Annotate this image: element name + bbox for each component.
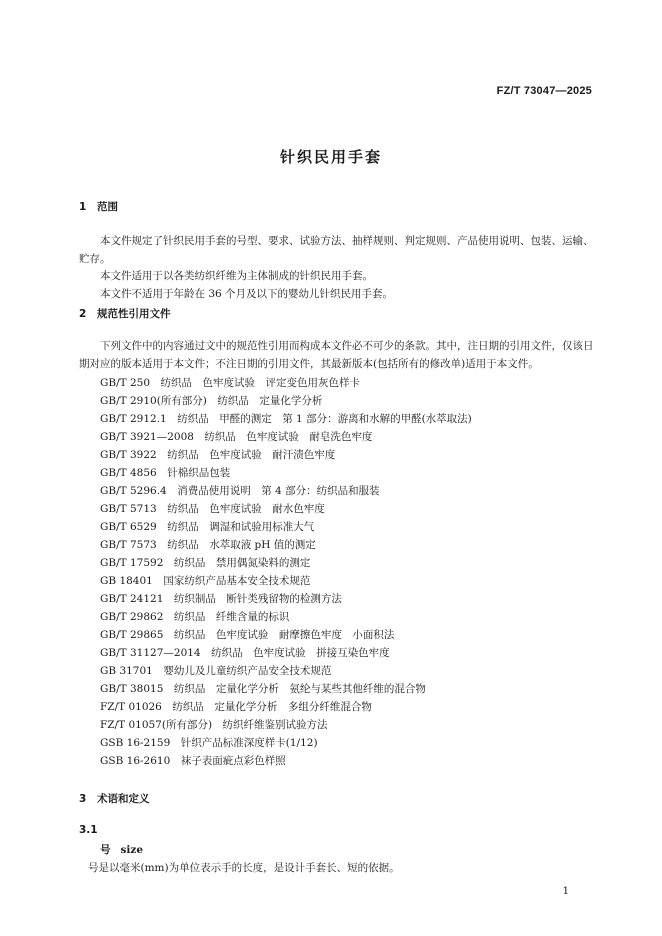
term-definition: 号是以毫米(mm)为单位表示手的长度，是设计手套长、短的依据。 [88,862,400,874]
clause-number: 3.1 [79,824,98,836]
section-1-number: 1 [79,201,87,213]
section-2-intro [79,338,599,373]
reference-item: GB/T 17592 纺织品 禁用偶氮染料的测定 [100,557,311,569]
reference-item: GB/T 29865 纺织品 色牢度试验 耐摩擦色牢度 小面积法 [100,629,395,641]
reference-item: GB/T 2910(所有部分) 纺织品 定量化学分析 [100,395,323,407]
section-2-heading [79,306,171,321]
reference-item: GSB 16-2159 针织产品标准深度样卡(1/12) [100,737,318,749]
reference-item: GB/T 6529 纺织品 调湿和试验用标准大气 [100,521,315,533]
reference-list [100,374,472,770]
section-1-title: 范围 [97,201,118,213]
section-1-heading [79,199,118,214]
reference-item: GB/T 31127—2014 纺织品 色牢度试验 拼接互染色牢度 [100,647,390,659]
reference-item: GB/T 5713 纺织品 色牢度试验 耐水色牢度 [100,503,325,515]
section-2-number: 2 [79,308,87,320]
reference-item: GB/T 4856 针棉织品包装 [100,467,231,479]
section-1-paragraph: 本文件规定了针织民用手套的号型、要求、试验方法、抽样规则、判定规则、产品使用说明、包装、运输、贮存。 [79,235,594,265]
section-1-paragraph: 本文件不适用于年龄在 36 个月及以下的婴幼儿针织民用手套。 [100,288,394,301]
section-3-heading [79,791,150,806]
reference-item: GB/T 250 纺织品 色牢度试验 评定变色用灰色样卡 [100,377,361,389]
reference-item: GB/T 3921—2008 纺织品 色牢度试验 耐皂洗色牢度 [100,431,373,443]
reference-item: GB/T 7573 纺织品 水萃取液 pH 值的测定 [100,539,316,551]
reference-item: FZ/T 01026 纺织品 定量化学分析 多组分纤维混合物 [100,701,372,713]
reference-item: GB/T 38015 纺织品 定量化学分析 氨纶与某些其他纤维的混合物 [100,683,426,695]
reference-item: GB/T 3922 纺织品 色牢度试验 耐汗渍色牢度 [100,449,336,461]
term-english: size [120,844,144,856]
reference-item: GB/T 5296.4 消费品使用说明 第 4 部分：纺织品和服装 [100,485,380,497]
term-chinese: 号 [100,844,111,856]
section-2-intro-text: 下列文件中的内容通过文中的规范性引用而构成本文件必不可少的条款。其中，注日期的引用文件，仅该日期对应的版本适用于本文件；不注日期的引用文件，其最新版本(包括所有的修改单)适用于本文件。 [79,340,594,370]
reference-item: GB 18401 国家纺织产品基本安全技术规范 [100,575,311,587]
reference-item: GB 31701 婴幼儿及儿童纺织产品安全技术规范 [100,665,332,677]
section-3-number: 3 [79,793,87,805]
section-3-title: 术语和定义 [97,793,150,805]
reference-item: GB/T 29862 纺织品 纤维含量的标识 [100,611,290,623]
reference-item: GSB 16-2610 袜子表面疵点彩色样照 [100,755,286,767]
section-2-title: 规范性引用文件 [97,308,171,320]
standard-number: FZ/T 73047—2025 [496,85,592,97]
document-title: 针织民用手套 [279,148,382,166]
reference-item: FZ/T 01057(所有部分) 纺织纤维鉴别试验方法 [100,719,328,731]
page-number: 1 [562,886,569,897]
reference-item: GB/T 2912.1 纺织品 甲醛的测定 第 1 部分：游离和水解的甲醛(水萃取法) [100,413,472,425]
section-1-paragraph: 本文件适用于以各类纺织纤维为主体制成的针织民用手套。 [100,270,373,283]
reference-item: GB/T 24121 纺织制品 断针类残留物的检测方法 [100,593,342,605]
term-entry [100,842,143,857]
section-1-body [79,233,599,304]
